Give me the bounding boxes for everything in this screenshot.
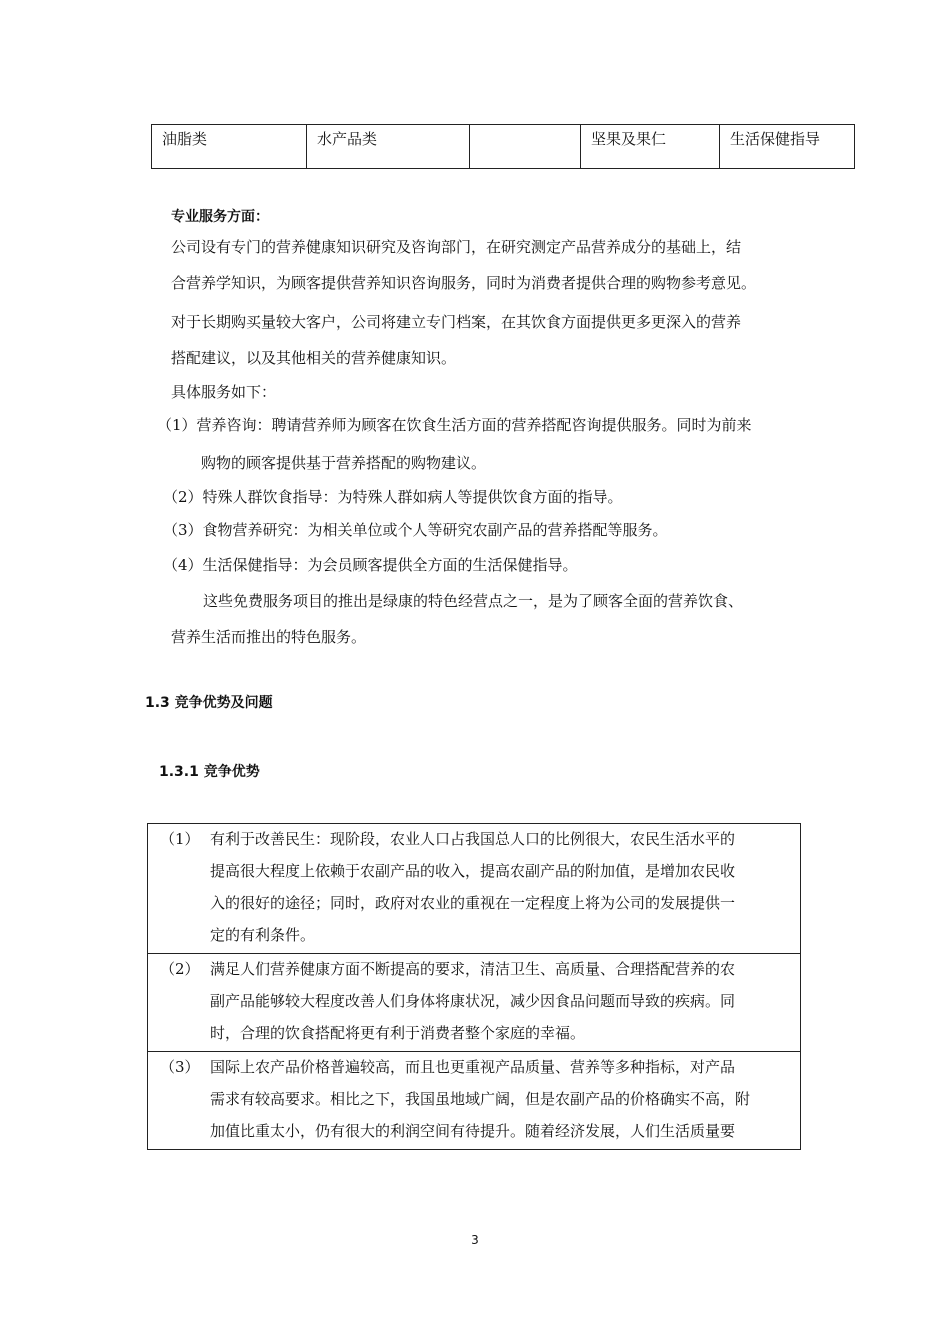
section-heading-1-3: 1.3 竞争优势及问题 bbox=[145, 695, 273, 711]
paragraph-line: 合营养学知识，为顾客提供营养知识咨询服务，同时为消费者提供合理的购物参考意见。 bbox=[171, 274, 757, 292]
advantage-line: 有利于改善民生：现阶段，农业人口占我国总人口的比例很大，农民生活水平的 bbox=[210, 830, 736, 848]
advantages-table bbox=[147, 823, 801, 1150]
table-cell: 油脂类 bbox=[152, 125, 307, 169]
advantage-line: 副产品能够较大程度改善人们身体将康状况，减少因食品问题而导致的疾病。同 bbox=[210, 992, 736, 1010]
table-row bbox=[148, 824, 801, 954]
table-row bbox=[148, 954, 801, 1052]
advantage-line: 提高很大程度上依赖于农副产品的收入，提高农副产品的附加值，是增加农民收 bbox=[210, 862, 736, 880]
services-intro: 具体服务如下： bbox=[171, 383, 277, 401]
paragraph-line: 搭配建议，以及其他相关的营养健康知识。 bbox=[171, 349, 457, 367]
page-number: 3 bbox=[471, 1233, 479, 1247]
advantage-text bbox=[210, 824, 801, 954]
category-table bbox=[151, 124, 855, 169]
advantage-line: 满足人们营养健康方面不断提高的要求，清洁卫生、高质量、合理搭配营养的农 bbox=[210, 960, 736, 978]
closing-line: 这些免费服务项目的推出是绿康的特色经营点之一，是为了顾客全面的营养饮食、 bbox=[203, 592, 744, 610]
service-item-line: 购物的顾客提供基于营养搭配的购物建议。 bbox=[201, 454, 487, 472]
professional-service-heading: 专业服务方面： bbox=[171, 209, 269, 225]
advantage-line: 加值比重太小，仍有很大的利润空间有待提升。随着经济发展，人们生活质量要 bbox=[210, 1122, 736, 1140]
advantage-number: （3） bbox=[148, 1052, 211, 1150]
advantage-number: （2） bbox=[148, 954, 211, 1052]
advantage-line: 时，合理的饮食搭配将更有利于消费者整个家庭的幸福。 bbox=[210, 1024, 586, 1042]
table-cell bbox=[470, 125, 581, 169]
closing-line: 营养生活而推出的特色服务。 bbox=[171, 628, 367, 646]
advantage-line: 定的有利条件。 bbox=[210, 926, 316, 944]
paragraph-line: 对于长期购买量较大客户，公司将建立专门档案，在其饮食方面提供更多更深入的营养 bbox=[171, 313, 742, 331]
table-cell: 坚果及果仁 bbox=[581, 125, 720, 169]
section-heading-1-3-1: 1.3.1 竞争优势 bbox=[159, 764, 260, 780]
table-cell: 水产品类 bbox=[307, 125, 470, 169]
table-cell: 生活保健指导 bbox=[720, 125, 855, 169]
paragraph-line: 公司设有专门的营养健康知识研究及咨询部门，在研究测定产品营养成分的基础上，结 bbox=[171, 238, 742, 256]
service-item-line: （4）生活保健指导：为会员顾客提供全方面的生活保健指导。 bbox=[163, 556, 578, 574]
advantage-text bbox=[210, 1052, 801, 1150]
service-item-line: （1）营养咨询：聘请营养师为顾客在饮食生活方面的营养搭配咨询提供服务。同时为前来 bbox=[157, 416, 752, 434]
advantage-number: （1） bbox=[148, 824, 211, 954]
advantage-text bbox=[210, 954, 801, 1052]
advantage-line: 国际上农产品价格普遍较高，而且也更重视产品质量、营养等多种指标，对产品 bbox=[210, 1058, 736, 1076]
service-item-line: （3）食物营养研究：为相关单位或个人等研究农副产品的营养搭配等服务。 bbox=[163, 521, 668, 539]
advantage-line: 需求有较高要求。相比之下，我国虽地域广阔，但是农副产品的价格确实不高，附 bbox=[210, 1090, 751, 1108]
table-row bbox=[148, 1052, 801, 1150]
service-item-line: （2）特殊人群饮食指导：为特殊人群如病人等提供饮食方面的指导。 bbox=[163, 488, 623, 506]
advantage-line: 入的很好的途径；同时，政府对农业的重视在一定程度上将为公司的发展提供一 bbox=[210, 894, 736, 912]
table-row bbox=[152, 125, 855, 169]
